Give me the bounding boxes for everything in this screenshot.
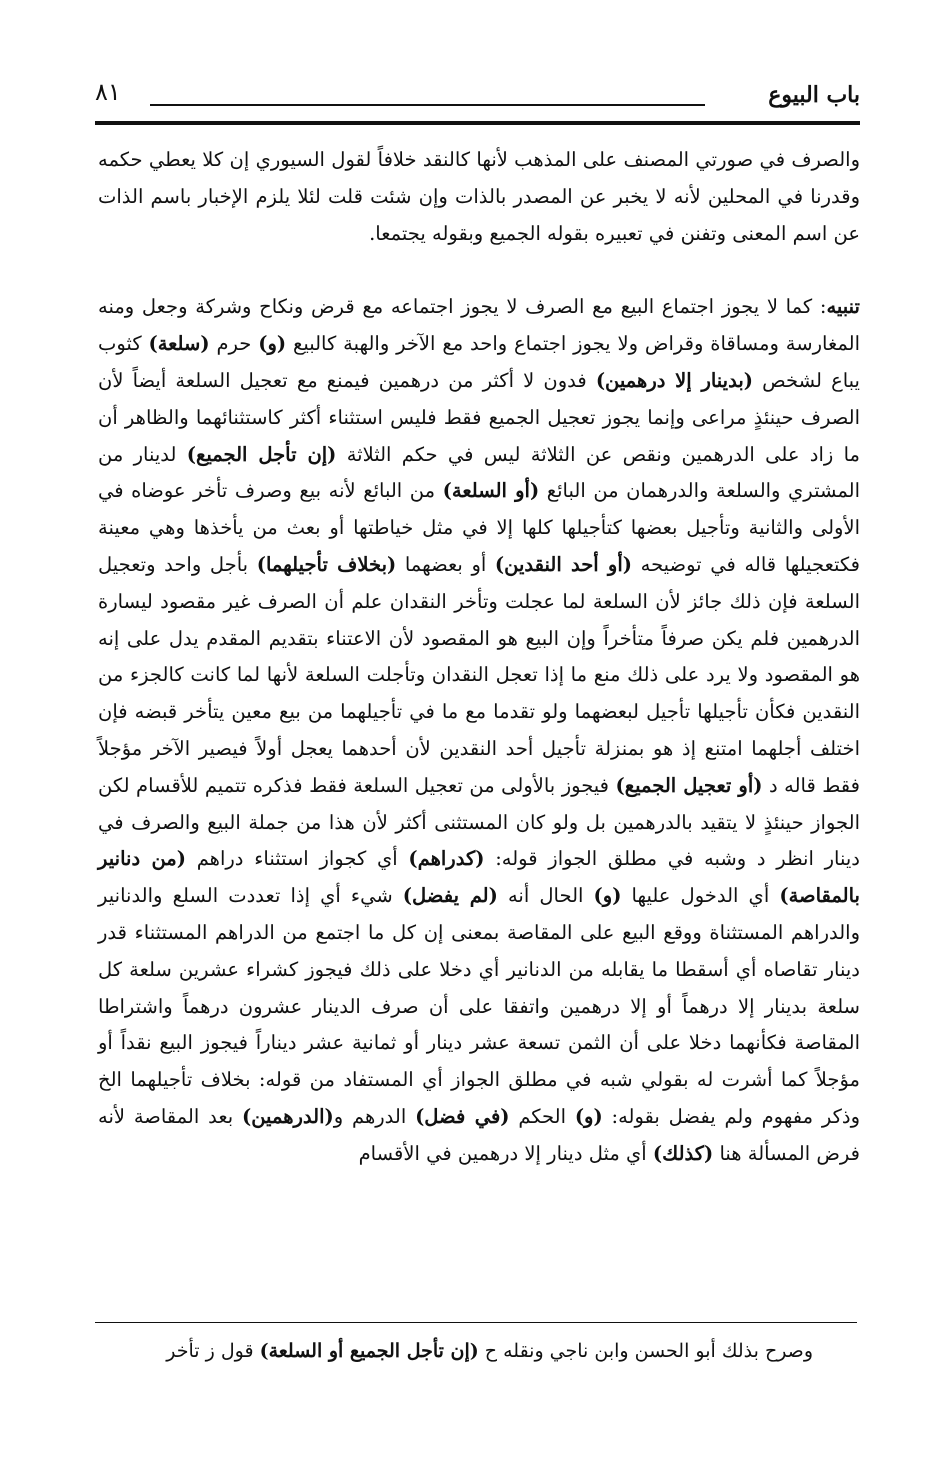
text-run: فدون لا أكثر من درهمين فيمنع مع تعجيل السلعة أيضاً لأن الصرف حينئذٍ مراعى وإنما يجوز تعجيل الجميع فقط فليس استثناء أكثر كاستثنائهما والظاهر أن ما زاد على الدرهمين ونقص عن الثلاثة ليس في حكم الثلاثة <box>98 368 860 466</box>
text-run: قول ز تأخر <box>166 1340 260 1362</box>
footnote-separator <box>95 1322 857 1323</box>
text-run: الحكم <box>509 1104 575 1128</box>
bold-run: (أو أحد النقدين) <box>494 552 632 576</box>
text-run: من البائع لأنه بيع وصرف تأخر عوضاه في الأولى والثانية وتأجيل بعضها كتأجيلها كلها إلا في مثل خياطتها أو بعث من يأخذها وهي معينة فكتعجيلها قاله في توضيحه <box>98 479 860 576</box>
bold-run: (كذلك) <box>652 1141 714 1165</box>
bold-run: (أو السلعة) <box>442 479 540 503</box>
main-text <box>98 142 860 1173</box>
chapter-title: باب البيوع <box>768 82 860 108</box>
page-header <box>95 78 860 122</box>
bold-run: (بخلاف تأجيلهما) <box>256 552 397 576</box>
bold-run: (أو تعجيل الجميع) <box>615 773 763 797</box>
footnote <box>98 1334 813 1368</box>
text-run: وصرح بذلك أبو الحسن وابن ناجي ونقله ح <box>478 1340 813 1362</box>
text-run: حرم <box>209 332 259 356</box>
text-run: كثوب يباع لشخص <box>98 332 860 392</box>
bold-run: (و) <box>593 884 622 908</box>
bold-run: (و) <box>258 332 287 356</box>
text-run: بأجل واحد وتعجيل السلعة فإن ذلك جائز لأن السلعة لما عجلت وتأخر النقدان علم أن الصرف غير مقصود ليسارة الدرهمين فلم يكن صرفاً متأخراً وإن البيع هو المقصود لأن الاعتناء بتقديم المقدم يدل على إنه هو المقصود ولا يرد على ذلك منع ما إذا تعجل النقدان وتأجلت السلعة لأنها لما كانت كالجزء من النقدين فكأن تأجيلها تأجيل لبعضهما ولو تقدما مع ما في تأجيلهما من بيع معين يتأخر قبضه فإن اختلف أجلهما امتنع إذ هو بمنزلة تأجيل أحد النقدين لأن أحدهما يعجل أولاً فيصير الآخر مؤجلاً فقط قاله د <box>98 552 860 797</box>
bold-run: (سلعة) <box>148 332 210 356</box>
text-run: الدرهم و <box>333 1104 416 1128</box>
text-run: فيجوز بالأولى من تعجيل السلعة فقط فذكره تتميم للأقسام لكن الجواز حينئذٍ لا يتقيد بالدرهمين بل ولو كان المستثنى أكثر لأن هذا من جملة البيع والصرف في دينار انظر د وشبه في مطلق الجواز قوله: <box>98 773 860 871</box>
bold-run: (إن تأجل الجميع أو السلعة) <box>259 1340 479 1362</box>
bold-run: (لم يفضل) <box>402 884 498 908</box>
text-run: لدينار من المشتري والسلعة والدرهمان من البائع <box>98 442 860 503</box>
paragraph-1 <box>98 142 860 252</box>
text-run: بعد المقاصة لأنه فرض المسألة هنا <box>98 1104 860 1165</box>
text-run: أو بعضهما <box>396 552 495 576</box>
text-run: والصرف في صورتي المصنف على المذهب لأنها كالنقد خلافاً لقول السيوري إن كلا يعطي حكمه وقدرنا في المحلين لأنه لا يخبر عن المصدر بالذات وإن شئت قلت لئلا يلزم الإخبار باسم الذات عن اسم المعنى وتفنن في تعبيره بقوله الجميع وبقوله يجتمعا. <box>98 148 860 245</box>
bold-run: (إن تأجل الجميع) <box>186 442 337 466</box>
bold-run: (كدراهم) <box>408 847 485 871</box>
paragraph-2-tanbih <box>98 289 860 1172</box>
header-rule <box>95 121 860 125</box>
text-run: أي كجواز استثناء دراهم <box>185 847 409 871</box>
text-run: شيء أي إذا تعددت السلع والدنانير والدراهم المستثناة ووقع البيع على المقاصة بمعنى إن كل ما اجتمع من الدراهم المستثناء قدر دينار تقاصاه أي أسقطا ما يقابله من الدنانير أي دخلا على ذلك فيجوز كشراء عشرين سلعة كل سلعة بدينار إلا درهماً أو إلا درهمين واتفقا على أن صرف الدينار عشرون درهماً واشتراطا المقاصة فكأنهما دخلا على أن الثمن تسعة عشر دينار أو ثمانية عشر ديناراً فيجوز البيع نقداً أو مؤجلاً كما أشرت له بقولي شبه في مطلق الجواز أي المستفاد من قوله: بخلاف تأجيلهما الخ وذكر مفهوم ولم يفضل بقوله: <box>98 884 861 1128</box>
bold-run: (و) <box>574 1104 603 1128</box>
header-thin-rule <box>150 104 705 106</box>
bold-run: (الدرهمين) <box>241 1104 334 1128</box>
bold-run: (في فضل) <box>415 1104 510 1128</box>
text-run: : كما لا يجوز اجتماع البيع مع الصرف لا يجوز اجتماعه مع قرض ونكاح وشركة وجعل ومنه المغارسة ومساقاة وقراض ولا يجوز اجتماع واحد مع الآخر والهبة كالبيع <box>98 295 860 356</box>
page-number: ٨١ <box>95 78 121 106</box>
text-run: أي مثل دينار إلا درهمين في الأقسام <box>358 1141 653 1165</box>
text-run: أي الدخول عليها <box>621 884 780 908</box>
bold-run: (بدينار إلا درهمين) <box>595 368 753 392</box>
text-run: الحال أنه <box>497 884 594 908</box>
bold-run: تنبيه <box>826 295 860 319</box>
bold-run: (من دنانير بالمقاصة) <box>98 847 860 908</box>
